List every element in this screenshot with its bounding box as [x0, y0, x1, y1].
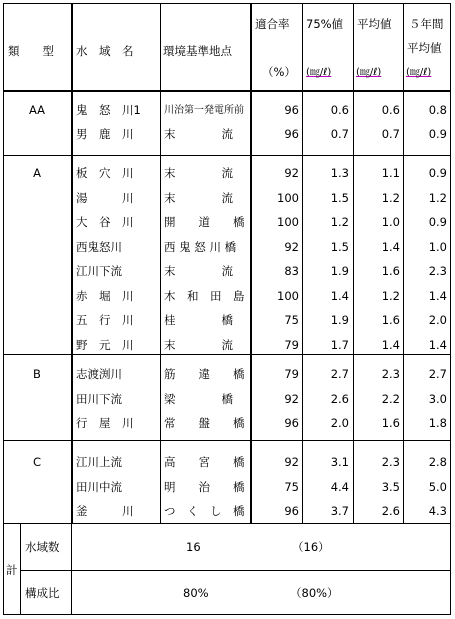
group-type-aa: AA [28, 103, 46, 117]
monitoring-point: 末 流 [164, 264, 233, 278]
divider-point-rate [250, 3, 252, 523]
value-avg: 0.6 [381, 103, 400, 117]
value-5y: 1.0 [428, 240, 447, 254]
header-type: 類 型 [8, 44, 54, 58]
value-75: 4.4 [330, 480, 349, 494]
value-75: 1.9 [330, 264, 349, 278]
group-rule-c [3, 523, 451, 524]
monitoring-point: 高 宮 橋 [164, 455, 245, 469]
value-avg: 1.4 [381, 240, 400, 254]
count-value: 16 [186, 540, 201, 554]
group-rule-aa [3, 155, 451, 156]
value-5y: 3.0 [428, 392, 447, 406]
value-75: 3.7 [330, 504, 349, 518]
header-75: 75%値 [306, 17, 344, 31]
group-type-c: C [32, 455, 42, 469]
value-avg: 2.2 [381, 392, 400, 406]
compliance-rate: 100 [277, 215, 299, 229]
water-name: 江川上流 [76, 455, 122, 469]
monitoring-point: 梁 橋 [164, 392, 233, 406]
water-name: 男 鹿 川 [76, 127, 134, 141]
water-name: 板 穴 川 [76, 166, 134, 180]
value-avg: 0.7 [381, 127, 400, 141]
water-name: 釜 川 [76, 504, 134, 518]
header-water: 水 域 名 [76, 44, 134, 58]
ratio-value: 80% [183, 586, 209, 600]
group-type-b: B [33, 367, 41, 381]
value-avg: 2.3 [381, 455, 400, 469]
value-avg: 1.1 [381, 166, 400, 180]
value-5y: 1.4 [428, 289, 447, 303]
group-type-a: A [33, 166, 41, 180]
value-75: 0.7 [330, 127, 349, 141]
value-avg: 1.6 [381, 313, 400, 327]
value-75: 1.7 [330, 338, 349, 352]
ratio-label: 構成比 [25, 586, 60, 600]
value-5y: 2.8 [428, 455, 447, 469]
monitoring-point: つ く し 橋 [164, 504, 245, 518]
value-avg: 2.6 [381, 504, 400, 518]
value-5y: 1.2 [428, 191, 447, 205]
value-avg: 1.2 [381, 191, 400, 205]
monitoring-point: 末 流 [164, 127, 233, 141]
monitoring-point: 桂 橋 [164, 313, 233, 327]
value-75: 1.5 [330, 191, 349, 205]
compliance-rate: 92 [284, 166, 299, 180]
value-avg: 1.4 [381, 338, 400, 352]
water-name: 大 谷 川 [76, 215, 134, 229]
value-5y: 1.8 [428, 416, 447, 430]
value-75: 1.2 [330, 215, 349, 229]
value-avg: 3.5 [381, 480, 400, 494]
monitoring-point: 西 鬼 怒 川 橋 [164, 240, 237, 254]
compliance-rate: 96 [284, 103, 299, 117]
compliance-rate: 96 [284, 127, 299, 141]
divider-rate-75 [302, 3, 303, 523]
value-5y: 2.0 [428, 313, 447, 327]
compliance-rate: 96 [284, 416, 299, 430]
monitoring-point: 川治第一発電所前 [164, 105, 244, 116]
header-avg: 平均値 [357, 17, 392, 31]
water-name: 五 行 川 [76, 313, 134, 327]
header-bottom-rule [3, 90, 451, 92]
value-75: 3.1 [330, 455, 349, 469]
compliance-rate: 100 [277, 289, 299, 303]
value-5y: 4.3 [428, 504, 447, 518]
water-name: 田川下流 [76, 392, 122, 406]
monitoring-point: 木 和 田 島 [164, 289, 245, 303]
header-avg-unit: (㎎/ℓ) [356, 67, 382, 78]
value-75: 1.9 [330, 313, 349, 327]
total-label: 計 [6, 563, 18, 577]
value-75: 1.5 [330, 240, 349, 254]
compliance-rate: 75 [284, 480, 299, 494]
compliance-rate: 96 [284, 504, 299, 518]
header-point: 環境基準地点 [163, 44, 232, 58]
monitoring-point: 明 治 橋 [164, 480, 245, 494]
water-name: 湯 川 [76, 191, 134, 205]
water-name: 野 元 川 [76, 338, 134, 352]
header-5y-unit: (㎎/ℓ) [406, 67, 432, 78]
value-75: 1.3 [330, 166, 349, 180]
value-avg: 1.2 [381, 289, 400, 303]
divider-total-label [20, 523, 21, 615]
divider-avg-5y [403, 3, 404, 523]
compliance-rate: 92 [284, 455, 299, 469]
divider-footer-values [71, 523, 72, 615]
value-5y: 1.4 [428, 338, 447, 352]
value-5y: 0.9 [428, 166, 447, 180]
divider-water-point [160, 3, 161, 523]
footer-mid-rule [20, 570, 451, 571]
monitoring-point: 末 流 [164, 191, 233, 205]
ratio-value-paren: （80%） [290, 586, 339, 600]
count-value-paren: （16） [292, 540, 330, 554]
monitoring-point: 常 盤 橋 [164, 416, 245, 430]
water-name: 鬼 怒 川1 [76, 103, 141, 117]
value-avg: 1.0 [381, 215, 400, 229]
divider-75-avg [353, 3, 354, 523]
value-75: 2.0 [330, 416, 349, 430]
monitoring-point: 開 道 橋 [164, 215, 245, 229]
value-5y: 0.8 [428, 103, 447, 117]
compliance-rate: 79 [284, 367, 299, 381]
value-5y: 2.7 [428, 367, 447, 381]
group-rule-a [3, 354, 451, 355]
value-avg: 1.6 [381, 416, 400, 430]
group-rule-b [3, 440, 451, 441]
value-5y: 2.3 [428, 264, 447, 278]
header-5y-line1: ５年間 [409, 17, 444, 31]
monitoring-point: 末 流 [164, 166, 233, 180]
water-name: 赤 堀 川 [76, 289, 134, 303]
header-75-unit: (㎎/ℓ) [306, 67, 332, 78]
compliance-rate: 75 [284, 313, 299, 327]
value-75: 1.4 [330, 289, 349, 303]
value-5y: 0.9 [428, 127, 447, 141]
header-rate-unit: （%） [262, 65, 296, 79]
value-avg: 2.3 [381, 367, 400, 381]
value-avg: 1.6 [381, 264, 400, 278]
value-75: 2.7 [330, 367, 349, 381]
monitoring-point: 末 流 [164, 338, 233, 352]
water-name: 西鬼怒川 [76, 240, 122, 254]
compliance-rate: 100 [277, 191, 299, 205]
monitoring-point: 筋 違 橋 [164, 367, 245, 381]
compliance-rate: 92 [284, 392, 299, 406]
compliance-rate: 79 [284, 338, 299, 352]
water-name: 田川中流 [76, 480, 122, 494]
compliance-rate: 83 [284, 264, 299, 278]
divider-type-water [71, 3, 73, 523]
value-5y: 5.0 [428, 480, 447, 494]
water-name: 行 屋 川 [76, 416, 134, 430]
count-label: 水域数 [25, 540, 60, 554]
value-75: 2.6 [330, 392, 349, 406]
water-name: 志渡渕川 [76, 367, 122, 381]
water-name: 江川下流 [76, 264, 122, 278]
value-5y: 0.9 [428, 215, 447, 229]
compliance-rate: 92 [284, 240, 299, 254]
value-75: 0.6 [330, 103, 349, 117]
header-rate: 適合率 [255, 17, 290, 31]
header-5y-line2: 平均値 [407, 41, 442, 55]
